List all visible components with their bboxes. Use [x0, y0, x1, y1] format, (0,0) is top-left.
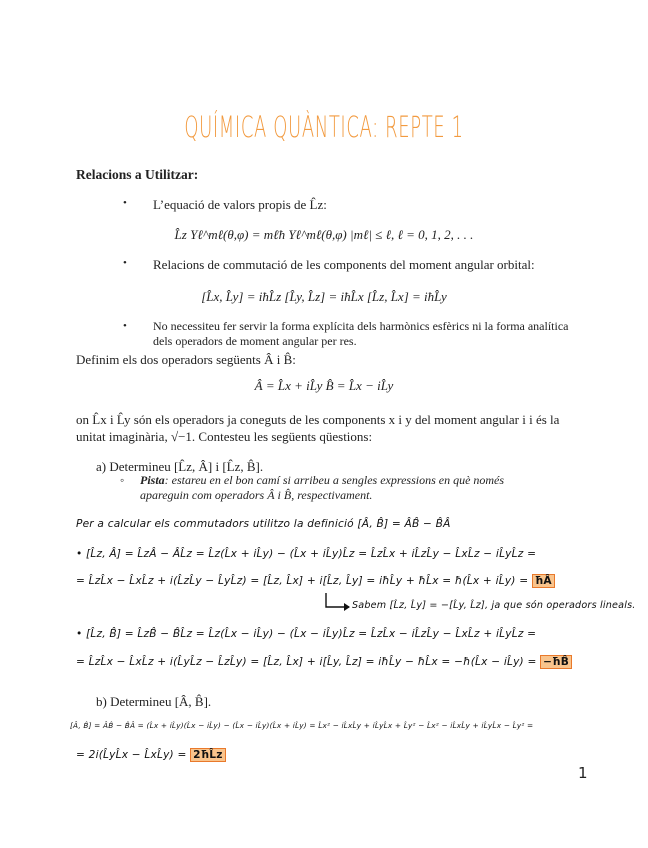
equation-commutation: [L̂x, L̂y] = iħL̂z [L̂y, L̂z] = iħL̂x [L̂z, L̂x] = iħL̂y: [201, 289, 447, 304]
a1-line1-text: • [L̂z, Â] = L̂zÂ − ÂL̂z = L̂z(L̂x + iL̂y) − (L̂x + iL̂y)L̂z = L̂zL̂x + iL̂zL̂y − L̂xL̂z − iL̂yL̂z =: [76, 548, 537, 560]
question-b: b) Determineu [Â, B̂].: [96, 694, 212, 709]
handwritten-note: Sabem [L̂z, L̂y] = −[L̂y, L̂z], ja que són operadors lineals.: [352, 600, 636, 611]
hint-line-1: estareu en el bon camí si arribeu a sengles expressions en què només: [171, 473, 505, 487]
hint-bullet: ◦: [120, 473, 125, 487]
question-a: a) Determineu [L̂z, Â] i [L̂z, B̂].: [96, 459, 264, 474]
paragraph-line-1: on L̂x i L̂y són els operadors ja coneguts de les components x i y del moment angular i i és la: [76, 412, 560, 427]
context-paragraph: [76, 411, 576, 445]
bullet-text: Relacions de commutació de les components del moment angular orbital:: [153, 257, 535, 272]
handwritten-a1-line1: [76, 546, 536, 560]
bullet-text: L’equació de valors propis de L̂z:: [153, 197, 327, 212]
bullet-dot: •: [123, 257, 127, 269]
bullet-dot: •: [123, 197, 127, 209]
bullet-dot: •: [123, 320, 127, 332]
hint: ◦ Pista: estareu en el bon camí si arribeu a sengles expressions en què només apareguin com operadors Â i B̂, respectivament.: [120, 473, 560, 503]
note-line-1: No necessiteu fer servir la forma explícita dels harmònics esfèrics ni la forma analítica: [153, 319, 569, 333]
hint-label: Pista: [140, 473, 165, 487]
bullet-eigenvalue: [123, 197, 327, 213]
handwritten-intro: Per a calcular els commutadors utilitzo la definició [Â, B̂] = ÂB̂ − B̂Â: [76, 518, 451, 530]
define-operators-text: Definim els dos operadors següents Â i B̂:: [76, 352, 296, 367]
a1-line2-text: = L̂zL̂x − L̂xL̂z + i(L̂zL̂y − L̂yL̂z) = [L̂z, L̂x] + i[L̂z, L̂y] = iħL̂y + ħL̂x = ħ(L̂x + iL̂y) =: [76, 575, 529, 587]
result-box-b: 2ħL̂z: [190, 748, 225, 762]
b-line2-text: = 2i(L̂yL̂x − L̂xL̂y) =: [76, 749, 187, 761]
result-box-a2: −ħB̂: [540, 655, 572, 669]
handwritten-a1-line2: [76, 575, 555, 587]
bullet-commutation: [123, 257, 535, 273]
a2-line1-text: • [L̂z, B̂] = L̂zB̂ − B̂L̂z = L̂z(L̂x − iL̂y) − (L̂x − iL̂y)L̂z = L̂zL̂x − iL̂zL̂y − L̂xL̂z + iL̂yL̂z =: [76, 628, 537, 640]
relations-heading: Relacions a Utilitzar:: [76, 167, 199, 182]
note-line-2: dels operadors de moment angular per res.: [153, 334, 357, 348]
bullet-note: [123, 319, 569, 349]
page-title: QUÍMICA QUÀNTICA: REPTE 1: [184, 110, 464, 144]
handwritten-b-line2: [76, 749, 226, 761]
page-number: 1: [578, 764, 588, 782]
hint-line-2: apareguin com operadors Â i B̂, respectivament.: [140, 488, 373, 502]
note-arrow: [323, 593, 353, 613]
result-box-a1: ħÂ: [532, 574, 555, 588]
b-line1-text: [Â, B̂] = ÂB̂ − B̂Â = (L̂x + iL̂y)(L̂x − iL̂y) − (L̂x − iL̂y)(L̂x + iL̂y) = L̂x² − iL̂xL̂y + iL̂yL̂x + L̂y² − L̂x² − iL̂xL̂y + iL̂yL̂x − L̂y² =: [70, 721, 534, 730]
handwritten-b-line1: [70, 721, 533, 730]
paragraph-line-2: unitat imaginària, √−1. Contesteu les següents qüestions:: [76, 429, 373, 444]
handwritten-a2-line2: [76, 656, 572, 668]
handwritten-a2-line1: [76, 628, 536, 640]
equation-eigenvalue: L̂z Yℓ^mℓ(θ,φ) = mℓħ Yℓ^mℓ(θ,φ) |mℓ| ≤ ℓ, ℓ = 0, 1, 2, . . .: [174, 227, 474, 242]
a2-line2-text: = L̂zL̂x − L̂xL̂z + i(L̂yL̂z − L̂zL̂y) = [L̂z, L̂x] + i[L̂y, L̂z] = iħL̂y − ħL̂x = −ħ(L̂x − iL̂y) =: [76, 656, 537, 668]
equation-operators: Â = L̂x + iL̂y B̂ = L̂x − iL̂y: [254, 378, 394, 393]
